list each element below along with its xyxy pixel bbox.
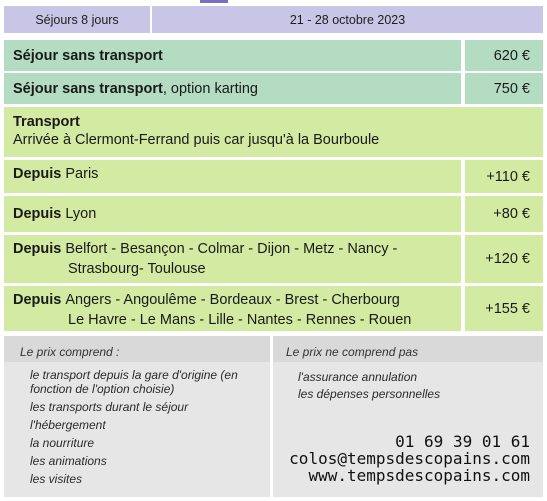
departure-prefix: Depuis — [13, 166, 62, 182]
departure-price-cell — [465, 235, 543, 283]
package-price-cell — [465, 40, 543, 71]
includes-title: Le prix comprend : — [20, 345, 120, 359]
duration-label: Séjours 8 jours — [35, 12, 119, 27]
includes-item: les visites — [30, 472, 83, 486]
transport-title: Transport — [13, 114, 80, 130]
transport-description: Arrivée à Clermont-Ferrand puis car jusqu'à la Bourboule — [13, 132, 380, 148]
contact-phone[interactable]: 01 69 39 01 61 — [395, 432, 530, 451]
departure-row-west — [4, 286, 461, 331]
excludes-item: les dépenses personnelles — [298, 387, 441, 401]
includes-item: le transport depuis la gare d'origine (en — [30, 368, 238, 382]
includes-list — [4, 362, 270, 497]
contact-email[interactable]: colos@tempsdescopains.com — [289, 449, 530, 468]
package-price-cell — [465, 73, 543, 104]
departure-price: +155 € — [485, 300, 530, 317]
departure-price: +80 € — [493, 206, 530, 222]
package-row-karting — [4, 73, 461, 104]
departure-prefix: Depuis — [13, 292, 62, 308]
departure-cities-line2: Le Havre - Le Mans - Lille - Nantes - Rennes - Rouen — [68, 312, 412, 328]
departure-cities-line2: Strasbourg- Toulouse — [68, 261, 206, 277]
includes-item: fonction de l'option choisie) — [30, 382, 175, 396]
departure-cities-line1: Belfort - Besançon - Colmar - Dijon - Metz - Nancy - — [65, 241, 398, 257]
departure-price-cell — [465, 160, 543, 193]
departure-price: +110 € — [486, 168, 530, 185]
excludes-item: l'assurance annulation — [298, 370, 418, 384]
departure-price: +120 € — [485, 251, 530, 267]
package-name: Séjour sans transport — [13, 80, 163, 97]
duration-cell — [4, 6, 150, 33]
includes-item: les animations — [30, 454, 107, 468]
package-name: Séjour sans transport — [13, 47, 163, 64]
contact-website[interactable]: www.tempsdescopains.com — [308, 466, 530, 485]
package-price: 750 € — [493, 80, 530, 97]
includes-item: les transports durant le séjour — [30, 400, 189, 414]
contact-block — [273, 433, 530, 484]
dates-label: 21 - 28 octobre 2023 — [289, 12, 406, 27]
departure-row-east — [4, 235, 461, 283]
package-price: 620 € — [493, 47, 530, 64]
departure-row-paris — [4, 160, 461, 193]
departure-price-cell — [465, 196, 543, 232]
transport-block — [4, 107, 543, 157]
departure-prefix: Depuis — [13, 206, 62, 222]
departure-cities-line1: Angers - Angoulême - Bordeaux - Brest - Cherbourg — [65, 292, 400, 308]
includes-item: la nourriture — [30, 436, 95, 450]
includes-item: l'hébergement — [30, 418, 106, 432]
departure-city: Lyon — [65, 206, 97, 222]
departure-price-cell — [465, 286, 543, 331]
departure-row-lyon — [4, 196, 461, 232]
header-edge-accent — [200, 0, 228, 3]
dates-cell — [152, 6, 543, 33]
excludes-title: Le prix ne comprend pas — [286, 345, 419, 359]
package-option: , option karting — [162, 80, 258, 97]
departure-prefix: Depuis — [13, 241, 62, 257]
excludes-header — [273, 336, 543, 362]
departure-city: Paris — [65, 166, 99, 182]
includes-header — [4, 336, 270, 362]
package-row-base — [4, 40, 461, 71]
